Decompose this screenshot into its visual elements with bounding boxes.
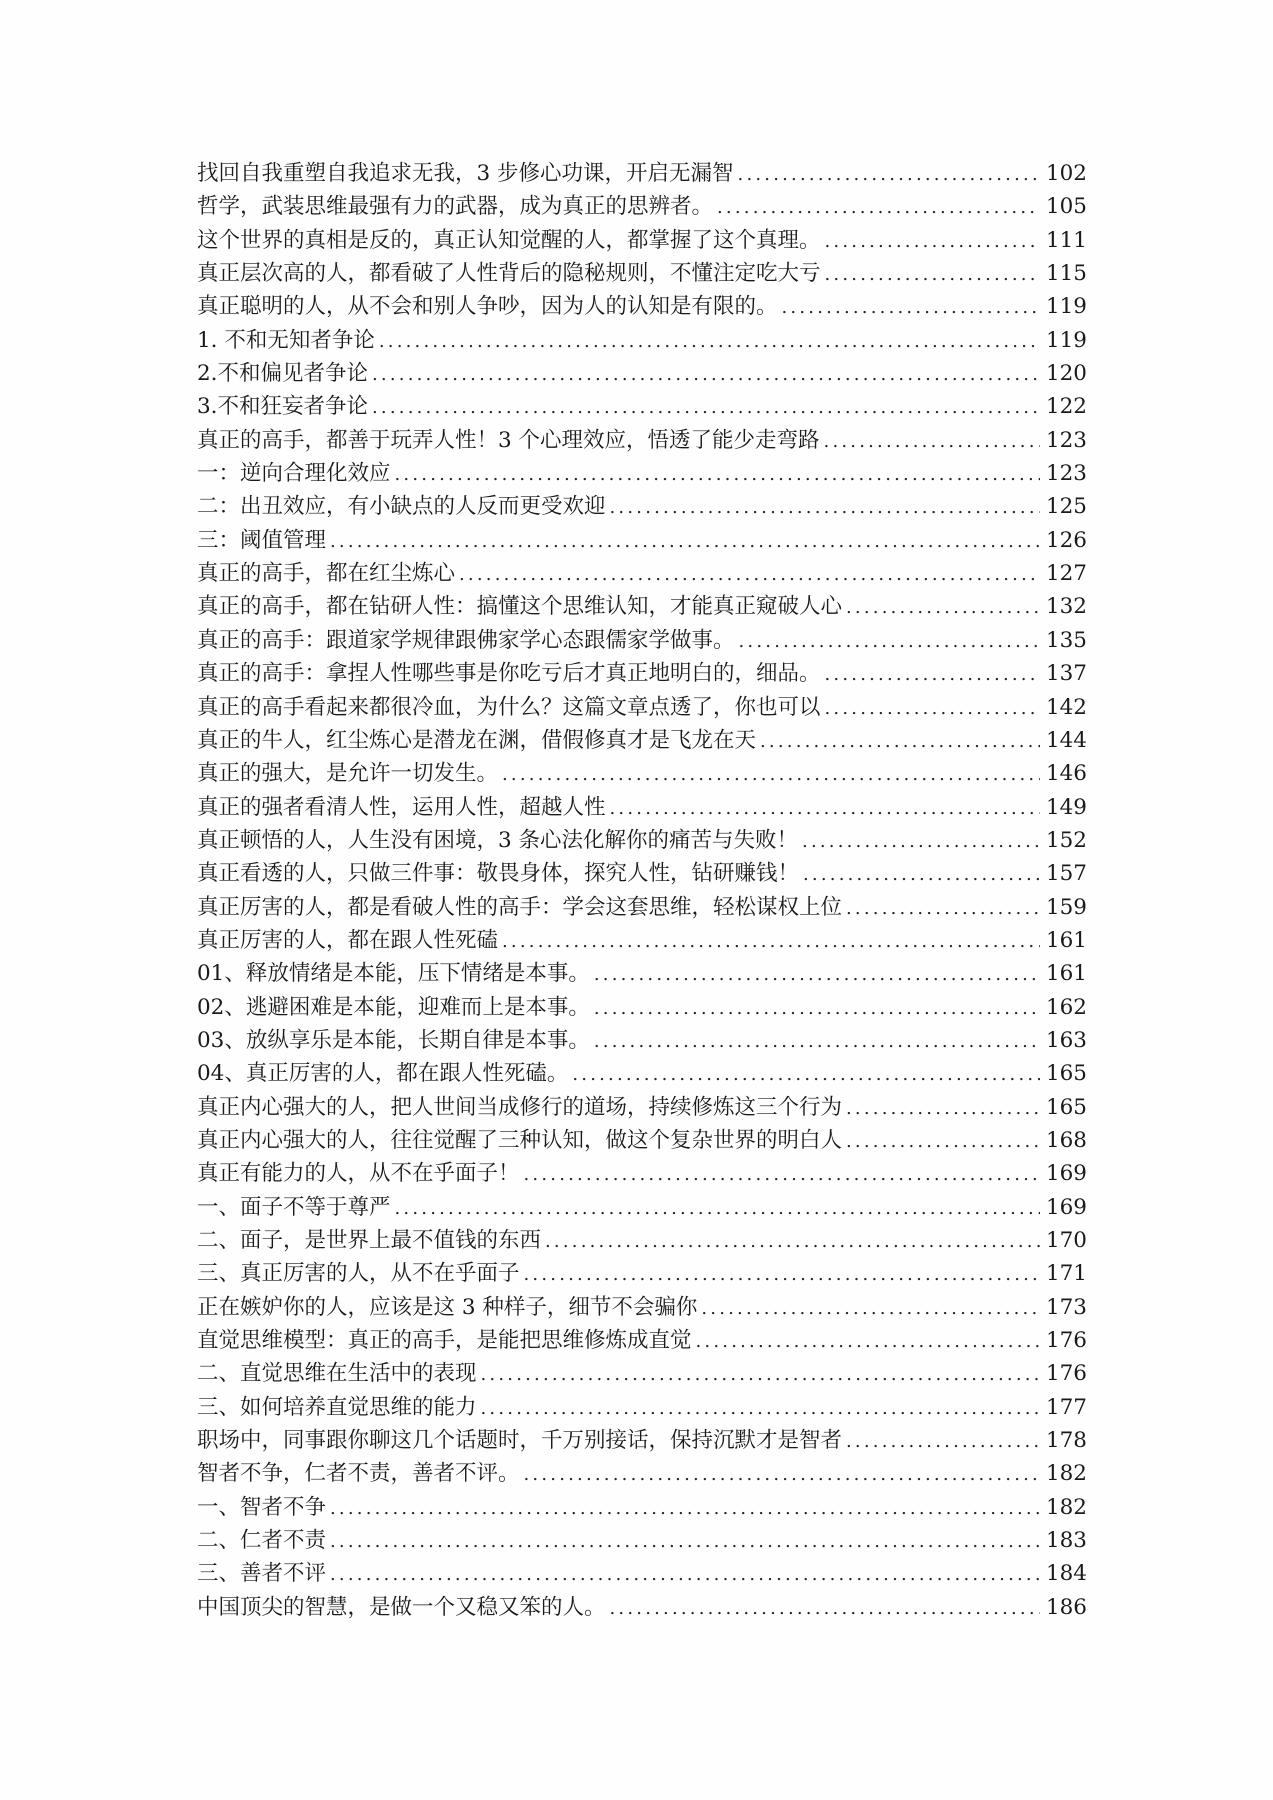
toc-page-number[interactable]: 171	[1045, 1261, 1087, 1287]
toc-entry[interactable]	[197, 1424, 1087, 1457]
toc-entry[interactable]	[197, 1257, 1087, 1290]
toc-entry[interactable]	[197, 891, 1087, 924]
toc-dot-leader	[502, 758, 1040, 791]
toc-page-number[interactable]: 176	[1045, 1328, 1087, 1354]
toc-entry-title[interactable]: 04、真正厉害的人，都在跟人性死磕。	[197, 1061, 569, 1087]
toc-page-number[interactable]: 183	[1045, 1528, 1087, 1554]
toc-page-number[interactable]: 123	[1045, 461, 1087, 487]
toc-page-number[interactable]: 162	[1045, 994, 1087, 1020]
toc-dot-leader	[459, 558, 1040, 591]
toc-dot-leader	[803, 858, 1040, 891]
toc-entry[interactable]	[197, 390, 1087, 423]
toc-page-number[interactable]: 178	[1045, 1428, 1087, 1454]
toc-dot-leader	[739, 625, 1040, 658]
toc-entry-title[interactable]: 03、放纵享乐是本能，长期自律是本事。	[197, 1027, 590, 1053]
toc-entry[interactable]	[197, 1291, 1087, 1324]
toc-entry-title[interactable]: 一、智者不争	[197, 1494, 327, 1520]
toc-dot-leader	[825, 692, 1040, 725]
toc-entry-title[interactable]: 三、真正厉害的人，从不在乎面子	[197, 1261, 520, 1287]
toc-dot-leader	[594, 1025, 1040, 1058]
toc-entry[interactable]	[197, 824, 1087, 857]
toc-dot-leader	[502, 925, 1040, 958]
toc-entry[interactable]	[197, 1357, 1087, 1390]
toc-entry[interactable]	[197, 1224, 1087, 1257]
toc-page-number[interactable]: 125	[1045, 494, 1087, 520]
toc-entry-title[interactable]: 真正顿悟的人，人生没有困境，3 条心法化解你的痛苦与失败！	[197, 827, 799, 853]
toc-dot-leader	[524, 1258, 1040, 1291]
toc-entry[interactable]	[197, 1457, 1087, 1490]
toc-page-number[interactable]: 157	[1045, 861, 1087, 887]
toc-entry-title[interactable]: 真正的强者看清人性，运用人性，超越人性	[197, 794, 606, 820]
toc-entry[interactable]	[197, 1391, 1087, 1424]
toc-dot-leader	[379, 325, 1040, 358]
toc-dot-leader	[782, 291, 1040, 324]
toc-entry[interactable]	[197, 791, 1087, 824]
toc-entry-title[interactable]: 找回自我重塑自我追求无我，3 步修心功课，开启无漏智	[197, 161, 734, 186]
toc-page-number[interactable]: 182	[1045, 1461, 1087, 1487]
toc-entry-title[interactable]: 职场中，同事跟你聊这几个话题时，千万别接话，保持沉默才是智者	[197, 1428, 843, 1454]
toc-entry[interactable]	[197, 557, 1087, 590]
toc-entry[interactable]	[197, 1524, 1087, 1557]
toc-dot-leader	[330, 1558, 1040, 1591]
toc-entry[interactable]	[197, 1124, 1087, 1157]
toc-entry[interactable]	[197, 1091, 1087, 1124]
toc-dot-leader	[330, 1525, 1040, 1558]
toc-dot-leader	[594, 992, 1040, 1025]
toc-page-number[interactable]: 177	[1045, 1394, 1087, 1420]
toc-page-number[interactable]: 159	[1045, 894, 1087, 920]
toc-dot-leader	[481, 1358, 1040, 1391]
toc-entry[interactable]	[197, 1491, 1087, 1524]
toc-page-number[interactable]: 111	[1045, 227, 1087, 253]
toc-entry[interactable]	[197, 190, 1087, 223]
toc-entry[interactable]	[197, 924, 1087, 957]
toc-entry-title[interactable]: 真正的高手看起来都很冷血，为什么？这篇文章点透了，你也可以	[197, 694, 821, 720]
toc-page-number[interactable]: 105	[1045, 194, 1087, 220]
toc-page-number[interactable]: 115	[1045, 261, 1087, 287]
toc-dot-leader	[846, 1425, 1040, 1458]
toc-entry-title[interactable]: 三、如何培养直觉思维的能力	[197, 1394, 477, 1420]
toc-page-number[interactable]: 102	[1045, 161, 1087, 186]
toc-entry[interactable]	[197, 691, 1087, 724]
toc-page-number[interactable]: 163	[1045, 1027, 1087, 1053]
toc-entry-title[interactable]: 真正的高手：拿捏人性哪些事是你吃亏后才真正地明白的，细品。	[197, 661, 821, 687]
toc-dot-leader	[545, 1225, 1040, 1258]
toc-dot-leader	[395, 458, 1040, 491]
toc-dot-leader	[330, 1492, 1040, 1525]
toc-dot-leader	[824, 425, 1040, 458]
toc-entry-title[interactable]: 三、善者不评	[197, 1561, 327, 1587]
toc-dot-leader	[846, 591, 1040, 624]
toc-page-number[interactable]: 132	[1045, 594, 1087, 620]
toc-entry-title[interactable]: 二、面子，是世界上最不值钱的东西	[197, 1228, 542, 1253]
toc-entry-title[interactable]: 一、面子不等于尊严	[197, 1194, 391, 1220]
toc-entry[interactable]	[197, 1557, 1087, 1590]
toc-entry-title[interactable]: 真正看透的人，只做三件事：敬畏身体，探究人性，钻研赚钱！	[197, 861, 800, 887]
toc-entry-title[interactable]: 真正厉害的人，都在跟人性死磕	[197, 927, 499, 953]
toc-page-number[interactable]: 137	[1045, 661, 1087, 687]
toc-page-number[interactable]: 173	[1045, 1294, 1087, 1320]
toc-entry-title[interactable]: 智者不争，仁者不责，善者不评。	[197, 1461, 520, 1487]
toc-entry-title[interactable]: 2.不和偏见者争论	[197, 361, 369, 387]
toc-entry-title[interactable]: 正在嫉妒你的人，应该是这 3 种样子，细节不会骗你	[197, 1294, 698, 1320]
toc-dot-leader	[594, 958, 1040, 991]
toc-dot-leader	[825, 258, 1040, 291]
toc-entry-title[interactable]: 真正内心强大的人，把人世间当成修行的道场，持续修炼这三个行为	[197, 1094, 843, 1120]
toc-entry[interactable]	[197, 657, 1087, 690]
toc-page-number[interactable]: 122	[1045, 394, 1087, 420]
toc-entry-title[interactable]: 真正的高手，都在钻研人性：搞懂这个思维认知，才能真正窥破人心	[197, 594, 843, 620]
toc-entry-title[interactable]: 真正聪明的人，从不会和别人争吵，因为人的认知是有限的。	[197, 294, 778, 320]
toc-page-number[interactable]: 152	[1045, 827, 1087, 853]
toc-dot-leader	[524, 1158, 1040, 1191]
toc-dot-leader	[481, 1392, 1040, 1425]
toc-page-number[interactable]: 182	[1045, 1494, 1087, 1520]
toc-dot-leader	[372, 358, 1040, 391]
toc-dot-leader	[610, 491, 1040, 524]
toc-entry[interactable]	[197, 424, 1087, 457]
toc-dot-leader	[696, 1325, 1040, 1358]
table-of-contents	[197, 157, 1087, 1624]
toc-entry-title[interactable]: 1. 不和无知者争论	[197, 327, 375, 353]
toc-entry-title[interactable]: 真正的高手：跟道家学规律跟佛家学心态跟儒家学做事。	[197, 627, 735, 653]
toc-page-number[interactable]: 161	[1045, 961, 1087, 987]
toc-page-number[interactable]: 149	[1045, 794, 1087, 820]
toc-dot-leader	[395, 1192, 1040, 1225]
toc-entry-title[interactable]: 直觉思维模型：真正的高手，是能把思维修炼成直觉	[197, 1328, 692, 1354]
toc-entry-title[interactable]: 真正的高手，都善于玩弄人性！3 个心理效应，悟透了能少走弯路	[197, 427, 820, 453]
toc-page-number[interactable]: 168	[1045, 1127, 1087, 1153]
toc-dot-leader	[802, 825, 1040, 858]
toc-entry[interactable]	[197, 457, 1087, 490]
toc-entry-title[interactable]: 真正的高手，都在红尘炼心	[197, 561, 456, 587]
toc-entry[interactable]	[197, 257, 1087, 290]
toc-entry-title[interactable]: 二：出丑效应，有小缺点的人反而更受欢迎	[197, 494, 606, 520]
toc-page-number[interactable]: 142	[1045, 694, 1087, 720]
toc-entry[interactable]	[197, 1324, 1087, 1357]
toc-entry[interactable]	[197, 1024, 1087, 1057]
toc-entry[interactable]	[197, 357, 1087, 390]
toc-dot-leader	[717, 191, 1040, 224]
toc-page-number[interactable]: 135	[1045, 627, 1087, 653]
toc-entry[interactable]	[197, 957, 1087, 990]
toc-entry-title[interactable]: 真正厉害的人，都是看破人性的高手：学会这套思维，轻松谋权上位	[197, 894, 843, 920]
toc-page-number[interactable]: 119	[1045, 327, 1087, 353]
toc-page-number[interactable]: 127	[1045, 561, 1087, 587]
toc-entry[interactable]	[197, 991, 1087, 1024]
toc-entry[interactable]	[197, 724, 1087, 757]
toc-dot-leader	[610, 792, 1040, 825]
toc-entry-title[interactable]: 真正有能力的人，从不在乎面子！	[197, 1161, 520, 1187]
toc-page-number[interactable]: 186	[1045, 1594, 1087, 1620]
toc-dot-leader	[760, 725, 1040, 758]
toc-entry[interactable]	[197, 157, 1087, 190]
toc-entry[interactable]	[197, 1591, 1087, 1624]
toc-page-number[interactable]: 144	[1045, 727, 1087, 753]
toc-entry[interactable]	[197, 857, 1087, 890]
toc-entry-title[interactable]: 中国顶尖的智慧，是做一个又稳又笨的人。	[197, 1594, 606, 1620]
toc-dot-leader	[846, 1092, 1040, 1125]
toc-entry-title[interactable]: 三：阈值管理	[197, 527, 327, 553]
toc-page-number[interactable]: 176	[1045, 1361, 1087, 1387]
toc-entry[interactable]	[197, 490, 1087, 523]
toc-entry[interactable]	[197, 224, 1087, 257]
toc-dot-leader	[572, 1058, 1040, 1091]
toc-page-number[interactable]: 119	[1045, 294, 1087, 320]
toc-entry[interactable]	[197, 1157, 1087, 1190]
toc-entry-title[interactable]: 02、逃避困难是本能，迎难而上是本事。	[197, 994, 590, 1020]
toc-dot-leader	[610, 1592, 1040, 1625]
toc-dot-leader	[846, 892, 1040, 925]
toc-dot-leader	[372, 391, 1040, 424]
toc-dot-leader	[825, 225, 1040, 258]
toc-entry[interactable]	[197, 1057, 1087, 1090]
toc-entry-title[interactable]: 真正内心强大的人，往往觉醒了三种认知，做这个复杂世界的明白人	[197, 1127, 843, 1153]
toc-entry[interactable]	[197, 290, 1087, 323]
toc-dot-leader	[846, 1125, 1040, 1158]
toc-dot-leader	[701, 1292, 1040, 1325]
toc-entry-title[interactable]: 这个世界的真相是反的，真正认知觉醒的人，都掌握了这个真理。	[197, 227, 821, 253]
toc-entry-title[interactable]: 3.不和狂妄者争论	[197, 394, 369, 420]
toc-entry[interactable]	[197, 1191, 1087, 1224]
toc-entry[interactable]	[197, 624, 1087, 657]
toc-page-number[interactable]: 184	[1045, 1561, 1087, 1587]
toc-entry-title[interactable]: 二、仁者不责	[197, 1528, 327, 1554]
toc-page-number[interactable]: 146	[1045, 761, 1087, 787]
toc-page-number[interactable]: 123	[1045, 427, 1087, 453]
toc-entry[interactable]	[197, 590, 1087, 623]
toc-dot-leader	[524, 1458, 1040, 1491]
toc-page-number[interactable]: 120	[1045, 361, 1087, 387]
toc-entry-title[interactable]: 真正的强大，是允许一切发生。	[197, 761, 499, 787]
toc-page-number[interactable]: 161	[1045, 927, 1087, 953]
toc-dot-leader	[825, 658, 1040, 691]
toc-entry[interactable]	[197, 324, 1087, 357]
toc-dot-leader	[330, 525, 1040, 558]
toc-entry[interactable]	[197, 524, 1087, 557]
toc-entry-title[interactable]: 二、直觉思维在生活中的表现	[197, 1361, 477, 1387]
toc-page-number[interactable]: 169	[1045, 1161, 1087, 1187]
toc-page-number[interactable]: 126	[1045, 527, 1087, 553]
toc-page-number[interactable]: 169	[1045, 1194, 1087, 1220]
toc-entry-title[interactable]: 01、释放情绪是本能，压下情绪是本事。	[197, 961, 590, 987]
toc-page-number[interactable]: 165	[1045, 1094, 1087, 1120]
toc-entry-title[interactable]: 哲学，武装思维最强有力的武器，成为真正的思辨者。	[197, 194, 714, 220]
toc-entry-title[interactable]: 真正的牛人，红尘炼心是潜龙在渊，借假修真才是飞龙在天	[197, 727, 757, 753]
toc-page-number[interactable]: 165	[1045, 1061, 1087, 1087]
toc-entry[interactable]	[197, 757, 1087, 790]
toc-entry-title[interactable]: 一：逆向合理化效应	[197, 461, 391, 487]
toc-entry-title[interactable]: 真正层次高的人，都看破了人性背后的隐秘规则，不懂注定吃大亏	[197, 261, 821, 287]
toc-dot-leader	[738, 158, 1040, 191]
toc-page-number[interactable]: 170	[1045, 1228, 1087, 1253]
